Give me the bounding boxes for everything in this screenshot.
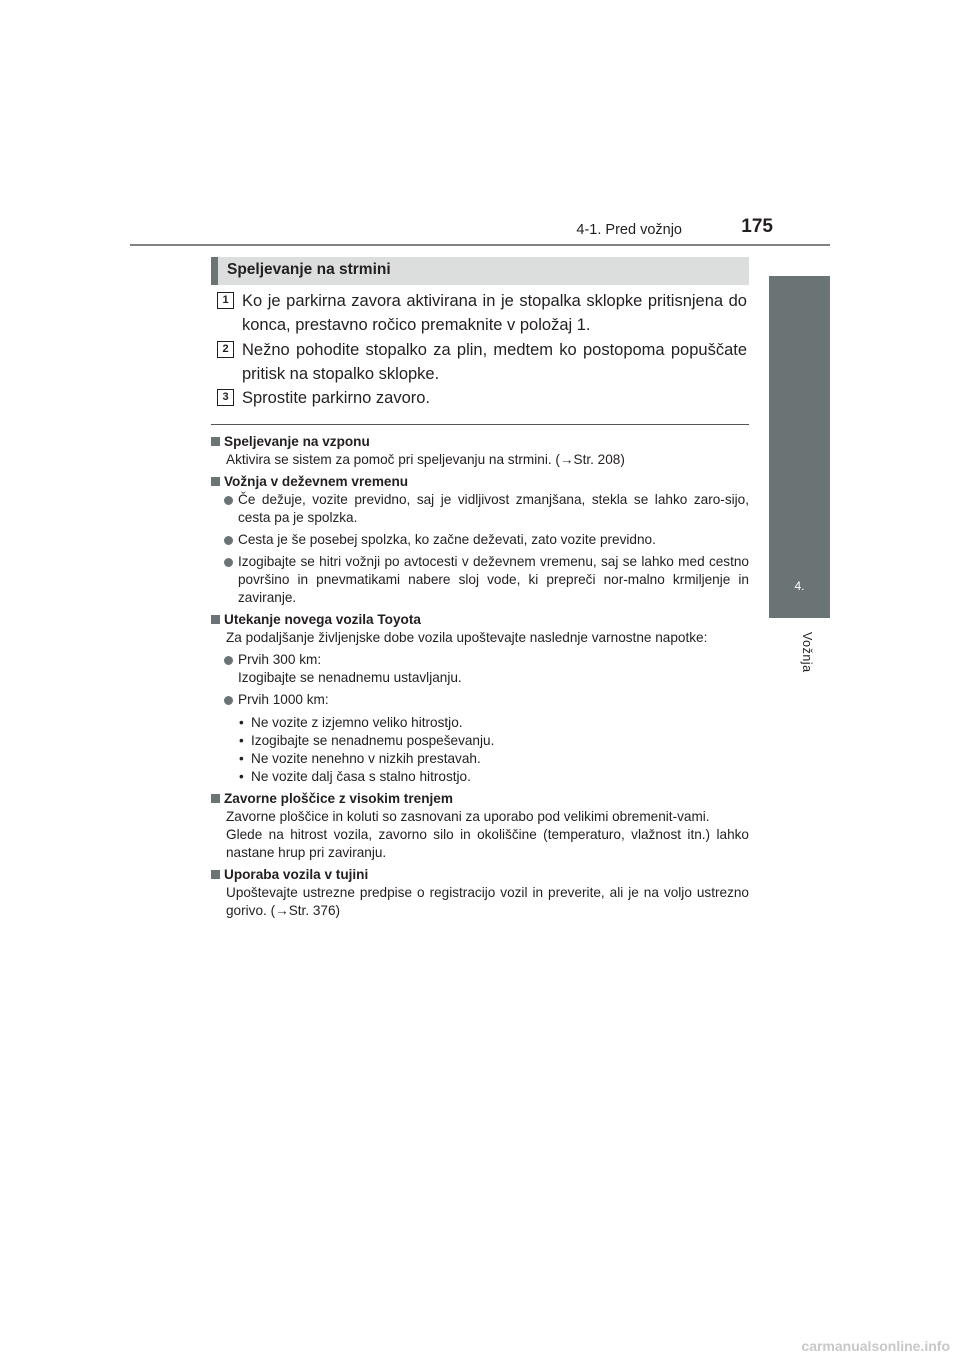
- note-heading-breakin: Utekanje novega vozila Toyota: [211, 611, 749, 629]
- notes-section: [211, 429, 749, 924]
- section-divider: [211, 424, 749, 425]
- circle-bullet-icon: [224, 536, 233, 545]
- square-bullet-icon: [211, 794, 220, 803]
- sub-list: [211, 714, 749, 786]
- circle-bullet-icon: [224, 656, 233, 665]
- list-item: Prvih 300 km: Izogibajte se nenadnemu ustavljanju.: [211, 651, 749, 687]
- list-item: Prvih 1000 km:: [211, 691, 749, 709]
- note-heading-brake-pads: Zavorne ploščice z visokim trenjem: [211, 790, 749, 808]
- note-text: Upoštevajte ustrezne predpise o registracijo vozil in preverite, ali je na voljo ustrezno gorivo. (→Str. 376): [226, 885, 749, 918]
- page-header: [0, 214, 830, 244]
- note-heading-abroad: Uporaba vozila v tujini: [211, 866, 749, 884]
- section-title: 4-1. Pred vožnjo: [576, 222, 682, 238]
- watermark: carmanualsonline.info: [801, 1338, 950, 1354]
- step-number-badge: 2: [217, 341, 234, 358]
- step-text: Nežno pohodite stopalko za plin, medtem ko postopoma popuščate pritisk na stopalko sklopke.: [242, 341, 747, 383]
- circle-bullet-icon: [224, 696, 233, 705]
- note-text: Glede na hitrost vozila, zavorno silo in okoliščine (temperaturo, vlažnost itn.) lahko nastane hrup pri zaviranju.: [226, 827, 749, 860]
- page-number: 175: [741, 216, 773, 237]
- header-rule: [130, 244, 830, 246]
- list-item: Izogibajte se hitri vožnji po avtocesti v deževnem vremenu, saj se lahko med cestno površino in pnevmatikami nabere sloj vode, ki prepreči nor-malno krmiljenje in zaviranje.: [211, 553, 749, 607]
- list-item: • Ne vozite dalj časa s stalno hitrostjo.: [239, 769, 471, 784]
- step-number-badge: 3: [217, 389, 234, 406]
- list-item: Če dežuje, vozite previdno, saj je vidljivost zmanjšana, stekla se lahko zaro-sijo, cesta pa je spolzka.: [211, 491, 749, 527]
- note-heading-uphill: Speljevanje na vzponu: [211, 433, 749, 451]
- procedure-title: Speljevanje na strmini: [227, 261, 391, 278]
- square-bullet-icon: [211, 870, 220, 879]
- chapter-tab: [769, 276, 830, 618]
- step-text: Ko je parkirna zavora aktivirana in je stopalka sklopke pritisnjena do konca, prestavno ročico premaknite v položaj 1.: [242, 292, 747, 334]
- step-text: Sprostite parkirno zavoro.: [242, 389, 431, 407]
- list-item: Cesta je še posebej spolzka, ko začne deževati, zato vozite previdno.: [211, 531, 749, 549]
- circle-bullet-icon: [224, 558, 233, 567]
- chapter-label: Vožnja: [800, 632, 814, 673]
- list-item: • Ne vozite nenehno v nizkih prestavah.: [239, 751, 481, 766]
- procedure-box-header: [211, 257, 749, 285]
- list-item: • Izogibajte se nenadnemu pospeševanju.: [239, 733, 495, 748]
- square-bullet-icon: [211, 615, 220, 624]
- square-bullet-icon: [211, 437, 220, 446]
- list-item: • Ne vozite z izjemno veliko hitrostjo.: [239, 715, 463, 730]
- step-3: [217, 386, 747, 410]
- step-number-badge: 1: [217, 292, 234, 309]
- note-text: Za podaljšanje življenjske dobe vozila upoštevajte naslednje varnostne napotke:: [226, 630, 708, 645]
- circle-bullet-icon: [224, 496, 233, 505]
- square-bullet-icon: [211, 477, 220, 486]
- step-2: [217, 338, 747, 386]
- note-text: Zavorne ploščice in koluti so zasnovani za uporabo pod velikimi obremenit-vami.: [226, 809, 710, 824]
- step-1: [217, 289, 747, 337]
- note-text: Aktivira se sistem za pomoč pri speljevanju na strmini. (→Str. 208): [226, 452, 625, 467]
- chapter-number: 4.: [794, 579, 805, 593]
- note-heading-rain: Vožnja v deževnem vremenu: [211, 473, 749, 491]
